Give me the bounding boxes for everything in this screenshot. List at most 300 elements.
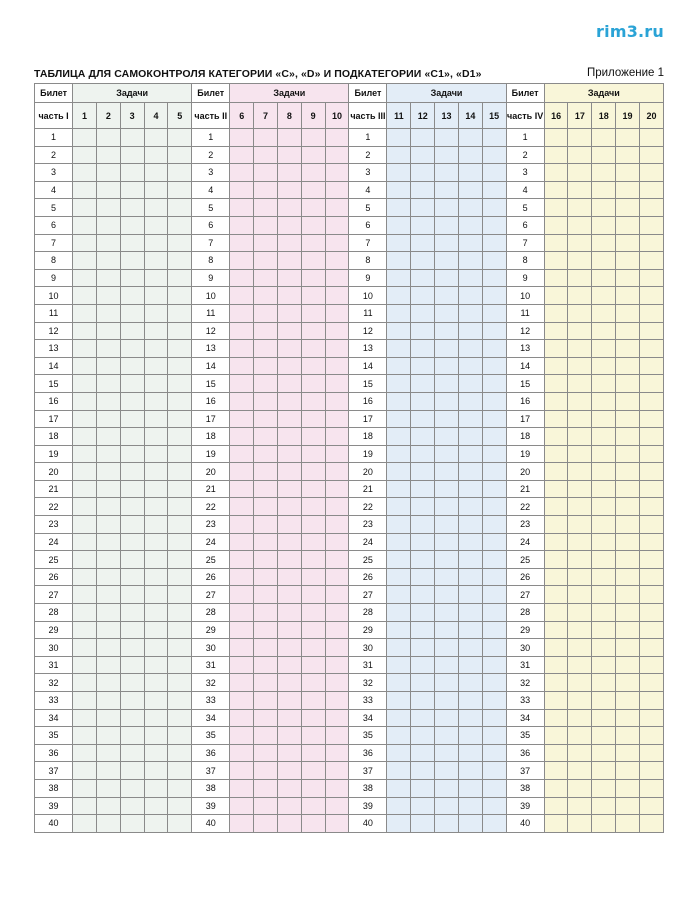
answer-cell[interactable] [544,252,568,270]
answer-cell[interactable] [254,181,278,199]
answer-cell[interactable] [482,340,506,358]
answer-cell[interactable] [387,533,411,551]
answer-cell[interactable] [73,604,97,622]
answer-cell[interactable] [254,357,278,375]
answer-cell[interactable] [254,392,278,410]
answer-cell[interactable] [482,304,506,322]
answer-cell[interactable] [96,199,120,217]
answer-cell[interactable] [144,498,168,516]
answer-cell[interactable] [544,216,568,234]
answer-cell[interactable] [435,727,459,745]
answer-cell[interactable] [482,463,506,481]
answer-cell[interactable] [168,674,192,692]
answer-cell[interactable] [435,164,459,182]
answer-cell[interactable] [73,304,97,322]
answer-cell[interactable] [301,392,325,410]
answer-cell[interactable] [544,357,568,375]
answer-cell[interactable] [639,568,663,586]
answer-cell[interactable] [482,164,506,182]
answer-cell[interactable] [230,357,254,375]
answer-cell[interactable] [568,533,592,551]
answer-cell[interactable] [639,551,663,569]
answer-cell[interactable] [230,269,254,287]
answer-cell[interactable] [458,551,482,569]
answer-cell[interactable] [277,410,301,428]
answer-cell[interactable] [325,287,349,305]
answer-cell[interactable] [458,269,482,287]
answer-cell[interactable] [387,392,411,410]
answer-cell[interactable] [435,287,459,305]
answer-cell[interactable] [168,815,192,833]
answer-cell[interactable] [387,779,411,797]
answer-cell[interactable] [168,621,192,639]
answer-cell[interactable] [411,304,435,322]
answer-cell[interactable] [411,392,435,410]
answer-cell[interactable] [411,586,435,604]
answer-cell[interactable] [435,674,459,692]
answer-cell[interactable] [568,463,592,481]
answer-cell[interactable] [73,216,97,234]
answer-cell[interactable] [435,639,459,657]
answer-cell[interactable] [230,692,254,710]
answer-cell[interactable] [568,551,592,569]
answer-cell[interactable] [458,445,482,463]
answer-cell[interactable] [96,129,120,147]
answer-cell[interactable] [120,322,144,340]
answer-cell[interactable] [73,445,97,463]
answer-cell[interactable] [96,480,120,498]
answer-cell[interactable] [482,604,506,622]
answer-cell[interactable] [120,568,144,586]
answer-cell[interactable] [168,410,192,428]
answer-cell[interactable] [325,674,349,692]
answer-cell[interactable] [96,410,120,428]
answer-cell[interactable] [120,269,144,287]
answer-cell[interactable] [325,692,349,710]
answer-cell[interactable] [482,639,506,657]
answer-cell[interactable] [230,181,254,199]
answer-cell[interactable] [254,516,278,534]
answer-cell[interactable] [230,234,254,252]
answer-cell[interactable] [168,568,192,586]
answer-cell[interactable] [544,551,568,569]
answer-cell[interactable] [144,445,168,463]
answer-cell[interactable] [592,322,616,340]
answer-cell[interactable] [120,199,144,217]
answer-cell[interactable] [458,410,482,428]
answer-cell[interactable] [73,287,97,305]
answer-cell[interactable] [458,357,482,375]
answer-cell[interactable] [458,216,482,234]
answer-cell[interactable] [387,709,411,727]
answer-cell[interactable] [592,568,616,586]
answer-cell[interactable] [325,815,349,833]
answer-cell[interactable] [639,252,663,270]
answer-cell[interactable] [277,744,301,762]
answer-cell[interactable] [544,498,568,516]
answer-cell[interactable] [254,269,278,287]
answer-cell[interactable] [616,146,640,164]
answer-cell[interactable] [254,234,278,252]
answer-cell[interactable] [144,656,168,674]
answer-cell[interactable] [616,621,640,639]
answer-cell[interactable] [616,357,640,375]
answer-cell[interactable] [230,304,254,322]
answer-cell[interactable] [435,234,459,252]
answer-cell[interactable] [73,762,97,780]
answer-cell[interactable] [568,146,592,164]
answer-cell[interactable] [277,480,301,498]
answer-cell[interactable] [435,551,459,569]
answer-cell[interactable] [568,340,592,358]
answer-cell[interactable] [387,551,411,569]
answer-cell[interactable] [301,252,325,270]
answer-cell[interactable] [411,252,435,270]
answer-cell[interactable] [568,375,592,393]
answer-cell[interactable] [73,375,97,393]
answer-cell[interactable] [73,779,97,797]
answer-cell[interactable] [301,269,325,287]
answer-cell[interactable] [639,164,663,182]
answer-cell[interactable] [254,762,278,780]
answer-cell[interactable] [482,322,506,340]
answer-cell[interactable] [277,375,301,393]
answer-cell[interactable] [120,621,144,639]
answer-cell[interactable] [254,340,278,358]
answer-cell[interactable] [592,621,616,639]
answer-cell[interactable] [96,287,120,305]
answer-cell[interactable] [616,199,640,217]
answer-cell[interactable] [301,709,325,727]
answer-cell[interactable] [435,269,459,287]
answer-cell[interactable] [277,498,301,516]
answer-cell[interactable] [387,639,411,657]
answer-cell[interactable] [544,129,568,147]
answer-cell[interactable] [301,463,325,481]
answer-cell[interactable] [568,129,592,147]
answer-cell[interactable] [73,164,97,182]
answer-cell[interactable] [144,199,168,217]
answer-cell[interactable] [387,304,411,322]
answer-cell[interactable] [73,568,97,586]
answer-cell[interactable] [301,621,325,639]
answer-cell[interactable] [387,674,411,692]
answer-cell[interactable] [254,656,278,674]
answer-cell[interactable] [411,516,435,534]
answer-cell[interactable] [482,692,506,710]
answer-cell[interactable] [325,762,349,780]
answer-cell[interactable] [435,199,459,217]
answer-cell[interactable] [435,146,459,164]
answer-cell[interactable] [254,815,278,833]
answer-cell[interactable] [301,498,325,516]
answer-cell[interactable] [277,304,301,322]
answer-cell[interactable] [544,709,568,727]
answer-cell[interactable] [144,392,168,410]
answer-cell[interactable] [616,287,640,305]
answer-cell[interactable] [301,639,325,657]
answer-cell[interactable] [458,199,482,217]
answer-cell[interactable] [120,762,144,780]
answer-cell[interactable] [387,445,411,463]
answer-cell[interactable] [639,639,663,657]
answer-cell[interactable] [73,516,97,534]
answer-cell[interactable] [168,304,192,322]
answer-cell[interactable] [592,516,616,534]
answer-cell[interactable] [301,568,325,586]
answer-cell[interactable] [592,674,616,692]
answer-cell[interactable] [325,234,349,252]
answer-cell[interactable] [168,586,192,604]
answer-cell[interactable] [168,181,192,199]
answer-cell[interactable] [144,164,168,182]
answer-cell[interactable] [325,639,349,657]
answer-cell[interactable] [168,269,192,287]
answer-cell[interactable] [482,815,506,833]
answer-cell[interactable] [458,568,482,586]
answer-cell[interactable] [144,516,168,534]
answer-cell[interactable] [168,164,192,182]
answer-cell[interactable] [639,216,663,234]
answer-cell[interactable] [435,815,459,833]
answer-cell[interactable] [568,639,592,657]
answer-cell[interactable] [120,604,144,622]
answer-cell[interactable] [168,428,192,446]
answer-cell[interactable] [458,674,482,692]
answer-cell[interactable] [616,762,640,780]
answer-cell[interactable] [568,304,592,322]
answer-cell[interactable] [168,779,192,797]
answer-cell[interactable] [277,621,301,639]
answer-cell[interactable] [435,621,459,639]
answer-cell[interactable] [230,551,254,569]
answer-cell[interactable] [616,252,640,270]
answer-cell[interactable] [120,656,144,674]
answer-cell[interactable] [544,639,568,657]
answer-cell[interactable] [435,779,459,797]
answer-cell[interactable] [325,357,349,375]
answer-cell[interactable] [230,779,254,797]
answer-cell[interactable] [387,129,411,147]
answer-cell[interactable] [387,604,411,622]
answer-cell[interactable] [254,744,278,762]
answer-cell[interactable] [387,410,411,428]
answer-cell[interactable] [592,428,616,446]
answer-cell[interactable] [544,480,568,498]
answer-cell[interactable] [96,551,120,569]
answer-cell[interactable] [230,674,254,692]
answer-cell[interactable] [277,586,301,604]
answer-cell[interactable] [592,762,616,780]
answer-cell[interactable] [230,428,254,446]
answer-cell[interactable] [120,252,144,270]
answer-cell[interactable] [544,304,568,322]
answer-cell[interactable] [168,146,192,164]
answer-cell[interactable] [120,392,144,410]
answer-cell[interactable] [168,604,192,622]
answer-cell[interactable] [411,269,435,287]
answer-cell[interactable] [96,392,120,410]
answer-cell[interactable] [325,199,349,217]
answer-cell[interactable] [230,568,254,586]
answer-cell[interactable] [168,129,192,147]
answer-cell[interactable] [568,815,592,833]
answer-cell[interactable] [144,815,168,833]
answer-cell[interactable] [482,357,506,375]
answer-cell[interactable] [411,551,435,569]
answer-cell[interactable] [568,181,592,199]
answer-cell[interactable] [73,621,97,639]
answer-cell[interactable] [73,744,97,762]
answer-cell[interactable] [387,428,411,446]
answer-cell[interactable] [411,480,435,498]
answer-cell[interactable] [230,445,254,463]
answer-cell[interactable] [411,815,435,833]
answer-cell[interactable] [73,463,97,481]
answer-cell[interactable] [301,410,325,428]
answer-cell[interactable] [144,551,168,569]
answer-cell[interactable] [277,709,301,727]
answer-cell[interactable] [616,604,640,622]
answer-cell[interactable] [254,129,278,147]
answer-cell[interactable] [639,357,663,375]
answer-cell[interactable] [482,621,506,639]
answer-cell[interactable] [568,779,592,797]
answer-cell[interactable] [120,709,144,727]
answer-cell[interactable] [96,815,120,833]
answer-cell[interactable] [387,216,411,234]
answer-cell[interactable] [639,727,663,745]
answer-cell[interactable] [73,146,97,164]
answer-cell[interactable] [411,709,435,727]
answer-cell[interactable] [277,692,301,710]
answer-cell[interactable] [482,410,506,428]
answer-cell[interactable] [482,287,506,305]
answer-cell[interactable] [277,428,301,446]
answer-cell[interactable] [168,533,192,551]
answer-cell[interactable] [616,586,640,604]
answer-cell[interactable] [325,568,349,586]
answer-cell[interactable] [435,304,459,322]
answer-cell[interactable] [325,340,349,358]
answer-cell[interactable] [411,287,435,305]
answer-cell[interactable] [458,340,482,358]
answer-cell[interactable] [144,621,168,639]
answer-cell[interactable] [639,533,663,551]
answer-cell[interactable] [277,727,301,745]
answer-cell[interactable] [144,674,168,692]
answer-cell[interactable] [73,269,97,287]
answer-cell[interactable] [616,480,640,498]
answer-cell[interactable] [230,340,254,358]
answer-cell[interactable] [568,516,592,534]
answer-cell[interactable] [411,797,435,815]
answer-cell[interactable] [544,674,568,692]
answer-cell[interactable] [544,586,568,604]
answer-cell[interactable] [230,656,254,674]
answer-cell[interactable] [230,164,254,182]
answer-cell[interactable] [301,445,325,463]
answer-cell[interactable] [96,322,120,340]
answer-cell[interactable] [544,428,568,446]
answer-cell[interactable] [144,216,168,234]
answer-cell[interactable] [254,428,278,446]
answer-cell[interactable] [96,304,120,322]
answer-cell[interactable] [592,533,616,551]
answer-cell[interactable] [458,164,482,182]
answer-cell[interactable] [254,463,278,481]
answer-cell[interactable] [144,304,168,322]
answer-cell[interactable] [325,533,349,551]
answer-cell[interactable] [639,463,663,481]
answer-cell[interactable] [458,797,482,815]
answer-cell[interactable] [482,480,506,498]
answer-cell[interactable] [387,744,411,762]
answer-cell[interactable] [458,621,482,639]
answer-cell[interactable] [544,199,568,217]
answer-cell[interactable] [411,621,435,639]
answer-cell[interactable] [568,322,592,340]
answer-cell[interactable] [230,463,254,481]
answer-cell[interactable] [301,586,325,604]
answer-cell[interactable] [96,604,120,622]
answer-cell[interactable] [277,146,301,164]
answer-cell[interactable] [387,181,411,199]
answer-cell[interactable] [568,164,592,182]
answer-cell[interactable] [568,252,592,270]
answer-cell[interactable] [482,779,506,797]
answer-cell[interactable] [411,375,435,393]
answer-cell[interactable] [639,797,663,815]
answer-cell[interactable] [325,392,349,410]
answer-cell[interactable] [168,445,192,463]
answer-cell[interactable] [325,181,349,199]
answer-cell[interactable] [254,568,278,586]
answer-cell[interactable] [458,234,482,252]
answer-cell[interactable] [544,604,568,622]
answer-cell[interactable] [544,762,568,780]
answer-cell[interactable] [144,744,168,762]
answer-cell[interactable] [544,744,568,762]
answer-cell[interactable] [73,709,97,727]
answer-cell[interactable] [387,586,411,604]
answer-cell[interactable] [435,744,459,762]
answer-cell[interactable] [482,727,506,745]
answer-cell[interactable] [277,252,301,270]
answer-cell[interactable] [639,445,663,463]
answer-cell[interactable] [168,480,192,498]
answer-cell[interactable] [435,762,459,780]
answer-cell[interactable] [435,357,459,375]
answer-cell[interactable] [458,287,482,305]
answer-cell[interactable] [411,445,435,463]
answer-cell[interactable] [411,428,435,446]
answer-cell[interactable] [96,762,120,780]
answer-cell[interactable] [639,762,663,780]
answer-cell[interactable] [96,234,120,252]
answer-cell[interactable] [592,164,616,182]
answer-cell[interactable] [482,516,506,534]
answer-cell[interactable] [411,779,435,797]
answer-cell[interactable] [616,234,640,252]
answer-cell[interactable] [435,322,459,340]
answer-cell[interactable] [458,639,482,657]
answer-cell[interactable] [458,727,482,745]
answer-cell[interactable] [120,674,144,692]
answer-cell[interactable] [325,428,349,446]
answer-cell[interactable] [616,181,640,199]
answer-cell[interactable] [230,604,254,622]
